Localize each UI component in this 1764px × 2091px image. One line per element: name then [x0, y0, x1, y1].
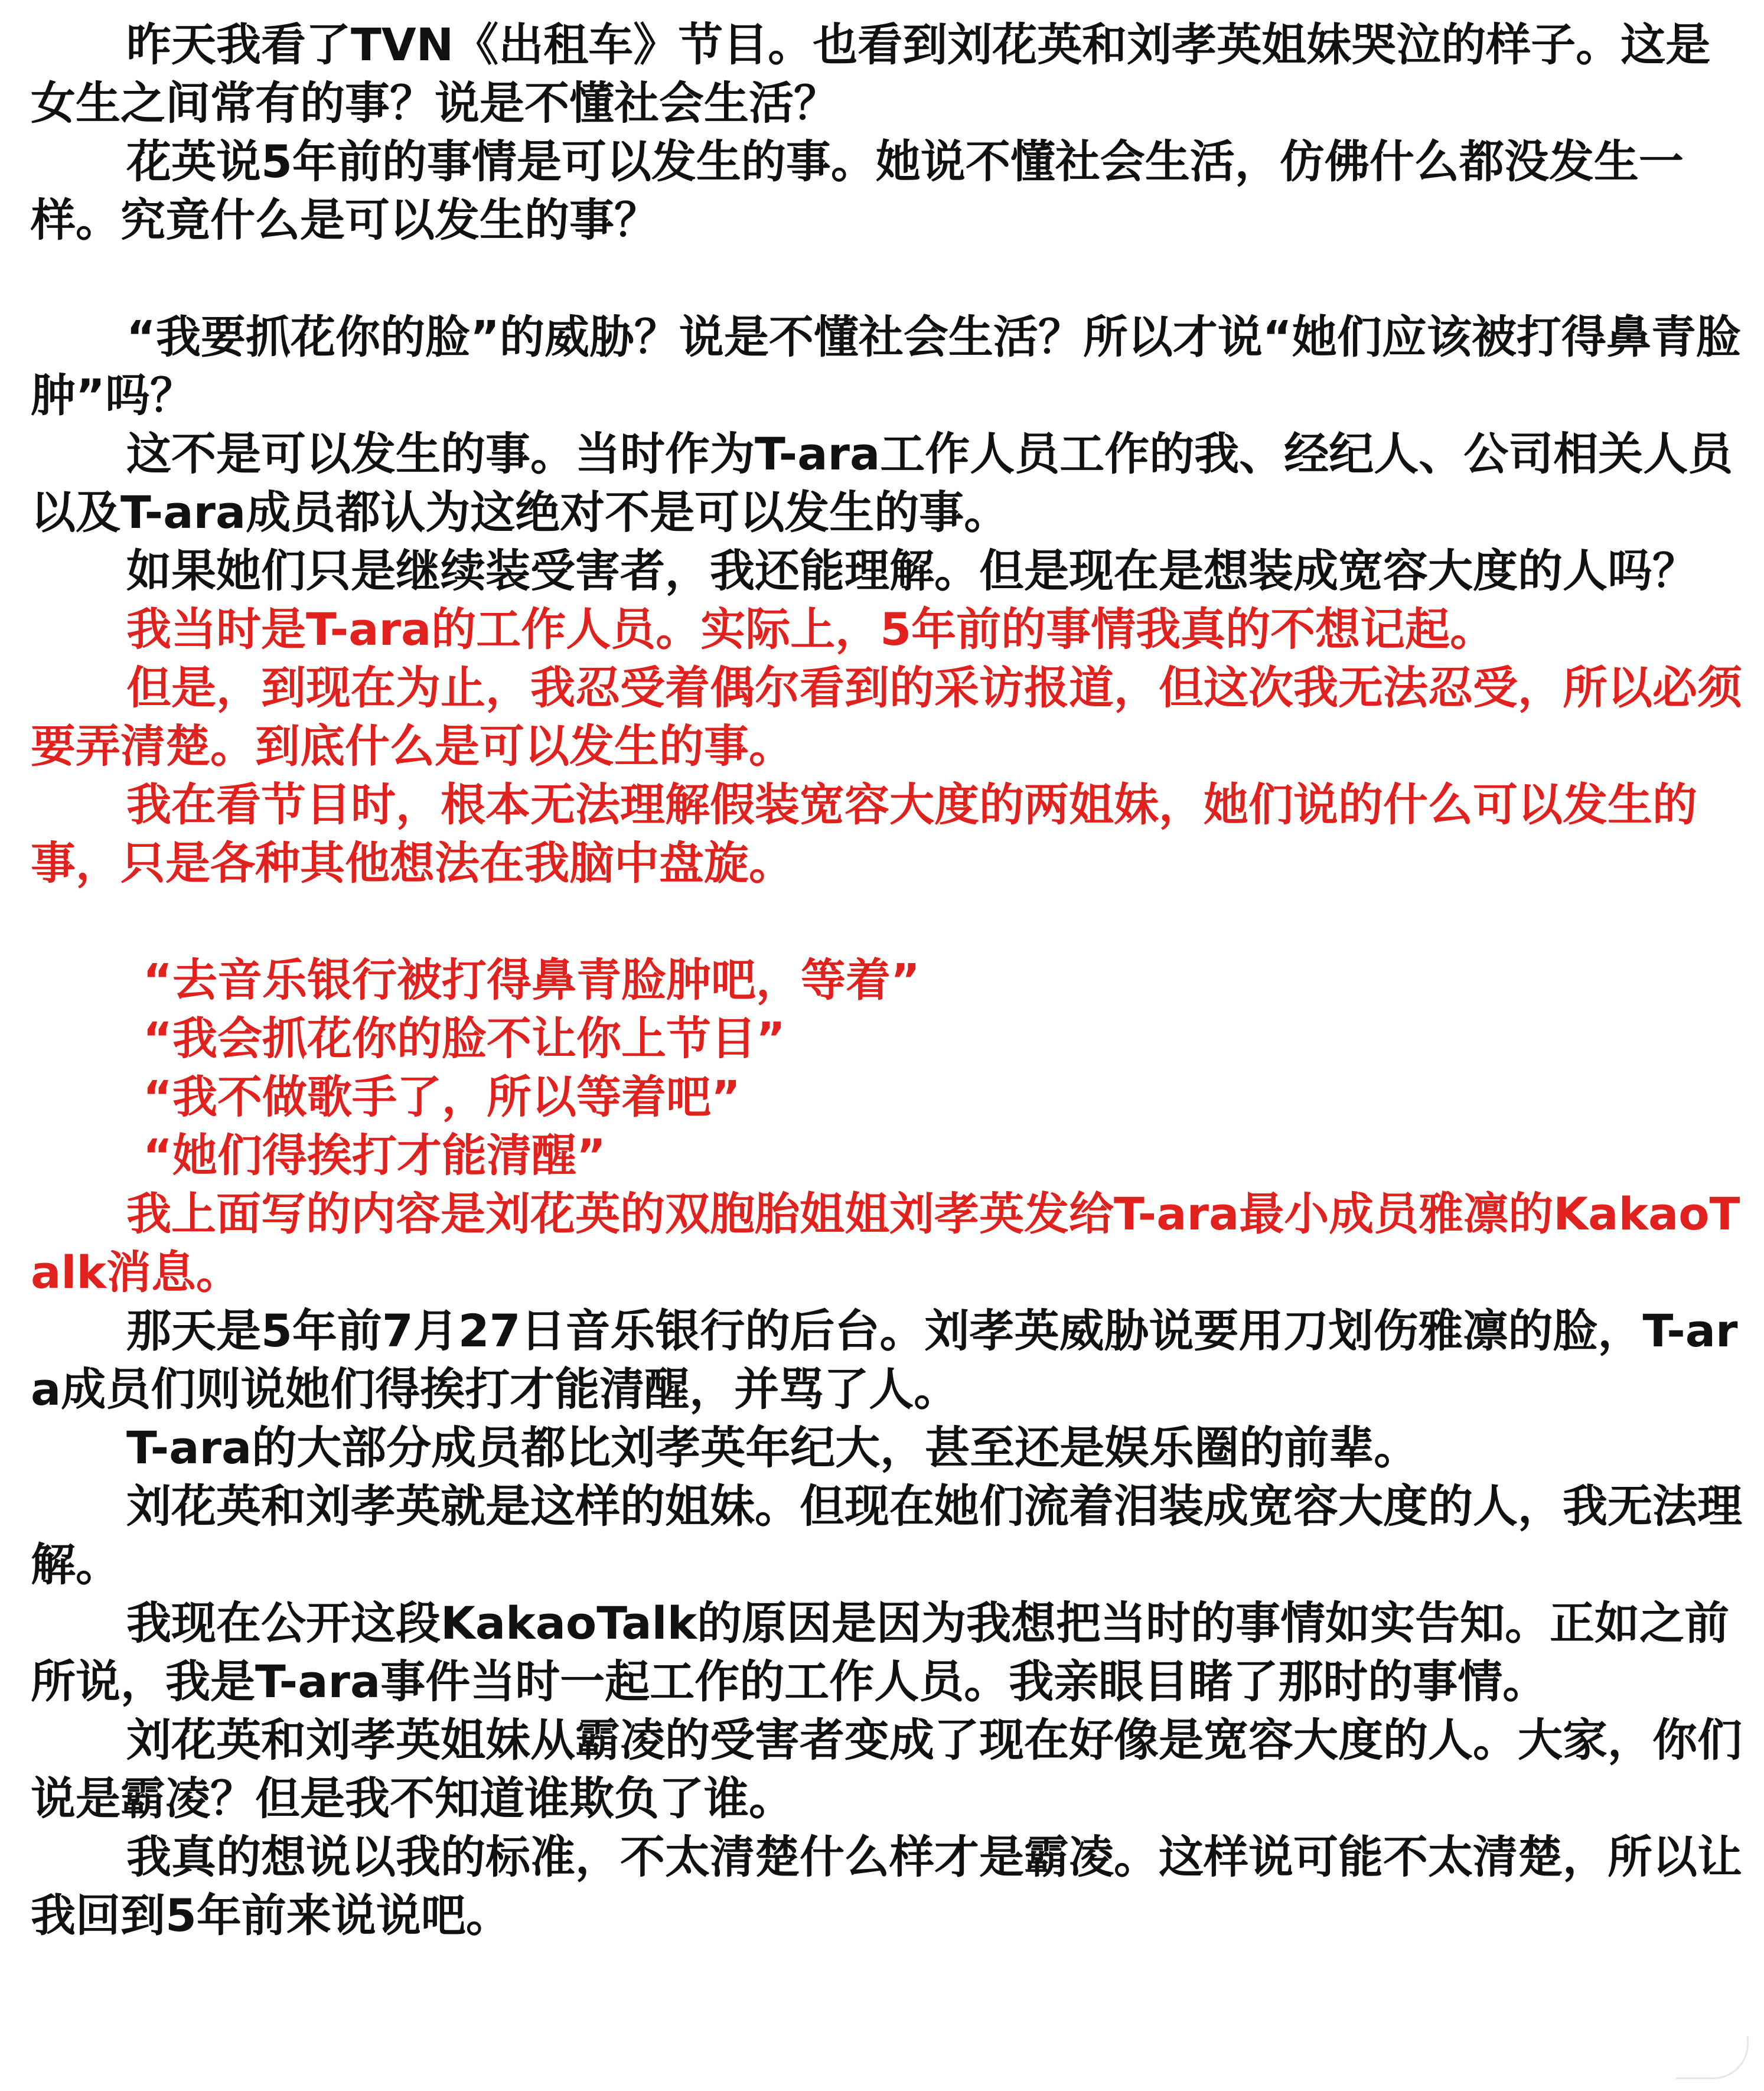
quoted-message: “我会抓花你的脸不让你上节目” [143, 1012, 785, 1065]
paragraph: T-ara的大部分成员都比刘孝英年纪大，甚至还是娱乐圈的前辈。 [126, 1421, 1419, 1474]
paragraph: 这不是可以发生的事。当时作为T-ara工作人员工作的我、经纪人、公司相关人员以及T-ara成员都认为这绝对不是可以发生的事。 [31, 428, 1733, 539]
highlighted-paragraph: 我在看节目时，根本无法理解假装宽容大度的两姐妹，她们说的什么可以发生的事，只是各种其他想法在我脑中盘旋。 [31, 778, 1697, 889]
highlighted-paragraph: 我当时是T-ara的工作人员。实际上，5年前的事情我真的不想记起。 [126, 603, 1495, 655]
quoted-message: “她们得挨打才能清醒” [143, 1129, 606, 1182]
paragraph: 刘花英和刘孝英就是这样的姐妹。但现在她们流着泪装成宽容大度的人，我无法理解。 [31, 1480, 1742, 1591]
highlighted-paragraph: 我上面写的内容是刘花英的双胞胎姐姐刘孝英发给T-ara最小成员雅凛的KakaoTalk消息。 [31, 1188, 1740, 1299]
quoted-message: “我不做歌手了，所以等着吧” [143, 1071, 741, 1123]
paragraph: 我现在公开这段KakaoTalk的原因是因为我想把当时的事情如实告知。正如之前所说，我是T-ara事件当时一起工作的工作人员。我亲眼目睹了那时的事情。 [31, 1597, 1730, 1708]
paragraph: 如果她们只是继续装受害者，我还能理解。但是现在是想装成宽容大度的人吗？ [126, 544, 1697, 597]
page-corner-mark [1676, 2036, 1749, 2079]
paragraph: 昨天我看了TVN《出租车》节目。也看到刘花英和刘孝英姐妹哭泣的样子。这是女生之间常有的事？说是不懂社会生活？ [31, 18, 1711, 129]
blank-line [31, 249, 1743, 308]
paragraph: 那天是5年前7月27日音乐银行的后台。刘孝英威胁说要用刀划伤雅凛的脸，T-ara成员们则说她们得挨打才能清醒，并骂了人。 [31, 1304, 1738, 1415]
paragraph: 刘花英和刘孝英姐妹从霸凌的受害者变成了现在好像是宽容大度的人。大家，你们说是霸凌？但是我不知道谁欺负了谁。 [31, 1714, 1742, 1825]
document-body [31, 15, 1743, 1945]
paragraph: 花英说5年前的事情是可以发生的事。她说不懂社会生活，仿佛什么都没发生一样。究竟什么是可以发生的事？ [31, 135, 1684, 246]
blank-line [31, 892, 1743, 951]
highlighted-paragraph: 但是，到现在为止，我忍受着偶尔看到的采访报道，但这次我无法忍受，所以必须要弄清楚。到底什么是可以发生的事。 [31, 661, 1742, 772]
paragraph: “我要抓花你的脸”的威胁？说是不懂社会生活？所以才说“她们应该被打得鼻青脸肿”吗？ [31, 311, 1741, 422]
paragraph: 我真的想说以我的标准，不太清楚什么样才是霸凌。这样说可能不太清楚，所以让我回到5年前来说说吧。 [31, 1831, 1742, 1942]
quoted-message: “去音乐银行被打得鼻青脸肿吧，等着” [143, 954, 920, 1006]
